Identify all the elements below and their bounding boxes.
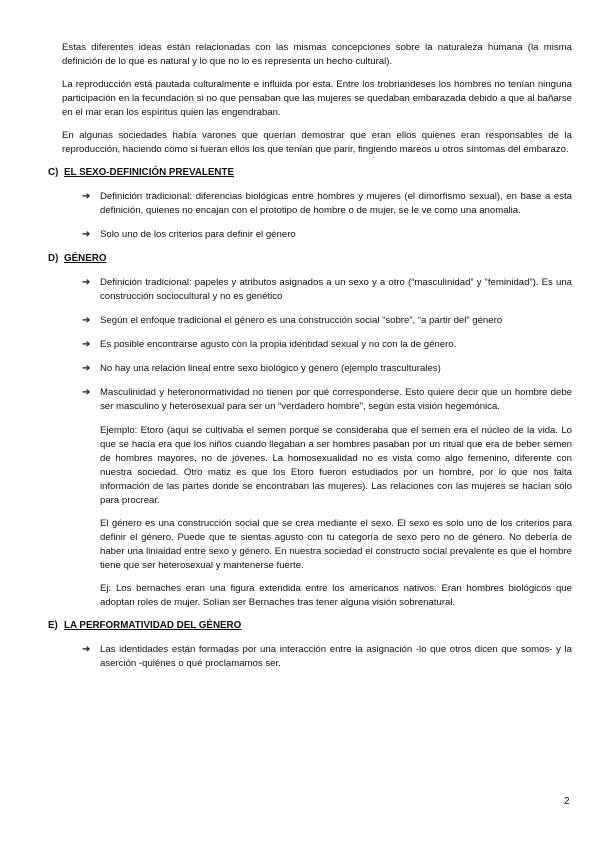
arrow-icon: ➔ — [82, 339, 91, 350]
page-number: 2 — [564, 796, 570, 807]
etoro-example-paragraph: Ejemplo: Etoro (aquí se cultivaba el semen porque se consideraba que el semen era el núcleo de la vida. Lo que se hacía era que los niños cuando llegaban a ser hombres pasaban por un ritual que era de beber semen de hombres mayores, no de jóvenes. La homosexualidad no es vista como algo femenino, diferente con nuestra sociedad. Otro matiz es que los Etoro fueron estudiados por un hombre, por lo que nos falta información de las partes donde se encontraban las mujeres). Las relaciones con las mujeres se hacían sólo para procrear. — [100, 425, 572, 506]
section-c-letter: C) — [48, 167, 59, 178]
section-d-bullet-2: Según el enfoque tradicional el género es una construcción social “sobre”, “a partir del” género — [100, 315, 503, 326]
section-c-bullet-1: Definición tradicional: diferencias biológicas entre hombres y mujeres (el dimorfismo sexual), en base a esta definición, quienes no encajan con el prototipo de hombre o de mujer, se le ve como una anomalia. — [100, 191, 572, 216]
arrow-icon: ➔ — [82, 387, 91, 398]
arrow-icon: ➔ — [82, 644, 91, 655]
list-item — [82, 314, 572, 328]
list-item — [82, 228, 572, 242]
section-e-bullet-1: Las identidades están formadas por una interacción entre la asignación -lo que otros dicen que somos- y la aserción -quiénes o qué proclamamos ser. — [100, 644, 572, 669]
arrow-icon: ➔ — [82, 191, 91, 202]
section-d-bullet-1: Definición tradicional: papeles y atributos asignados a un sexo y a otro (“masculinidad” y “feminidad”). Es una construcción sociocultural y no es genético — [100, 277, 572, 302]
arrow-icon: ➔ — [82, 277, 91, 288]
intro-paragraph-2: La reproducción está pautada culturalmente e influida por esta. Entre los trobriandeses los hombres no tenían ninguna participación en la fecundación si no que pensaban que las mujeres se quedaban embarazada debido a que al bañarse en el mar eran los espíritus quien las engendraban. — [62, 79, 572, 118]
section-d-letter: D) — [48, 253, 59, 264]
section-d-title: GÉNERO — [64, 253, 107, 264]
list-item — [82, 190, 572, 218]
section-e-title: LA PERFORMATIVIDAD DEL GÉNERO — [64, 620, 242, 631]
section-c-title: EL SEXO-DEFINICIÓN PREVALENTE — [64, 167, 235, 178]
list-item — [82, 362, 572, 376]
section-d-bullet-5: Masculinidad y heteronormatividad no tienen por qué corresponderse. Esto quiere decir que un hombre debe ser masculino y heterosexual para ser un “verdadero hombre”, según esta visión hegemónica. — [100, 387, 572, 412]
intro-paragraph-3: En algunas sociedades había varones que querían demostrar que eran ellos quienes eran responsables de la reproducción, haciendo como si fueran ellos los que tenían que parir, fingiendo mareos u otros síntomas del embarazo. — [62, 130, 572, 155]
intro-paragraph-1: Estas diferentes ideas están relacionadas con las mismas concepciones sobre la naturaleza humana (la misma definición de lo que es natural y lo que no lo es representa un hecho cultural). — [62, 42, 572, 67]
section-e-letter: E) — [48, 620, 58, 631]
bernaches-example-paragraph: Ej: Los bernaches eran una figura extendida entre los americanos nativos. Eran hombres biológicos que adoptan roles de mujer. Solían ser Bernaches tras tener alguna visión sobrenatural. — [100, 583, 572, 608]
section-d-bullet-3: Es posible encontrarse agusto con la propia identidad sexual y no con la de género. — [100, 339, 457, 350]
section-e-heading — [48, 619, 572, 633]
arrow-icon: ➔ — [82, 315, 91, 326]
list-item — [82, 276, 572, 304]
section-d-heading — [48, 252, 572, 266]
list-item — [82, 338, 572, 352]
section-d-bullet-4: No hay una relación lineal entre sexo biológico y género (ejemplo trasculturales) — [100, 363, 441, 374]
arrow-icon: ➔ — [82, 363, 91, 374]
section-c-heading — [48, 166, 572, 180]
list-item — [82, 386, 572, 414]
document-page — [48, 41, 572, 681]
section-c-bullet-2: Solo uno de los criterios para definir el género — [100, 229, 296, 240]
list-item — [82, 643, 572, 671]
arrow-icon: ➔ — [82, 229, 91, 240]
gender-construction-paragraph: El género es una construcción social que se crea mediante el sexo. El sexo es solo uno de los criterios para definir el género. Puede que te sientas agusto con tu categoría de sexo pero no de género. No debería de haber una liniaidad entre sexo y género. En nuestra sociedad el constructo social prevalente es que el hombre tiene que ser heterosexual y mantenerse fuerte. — [100, 518, 572, 571]
